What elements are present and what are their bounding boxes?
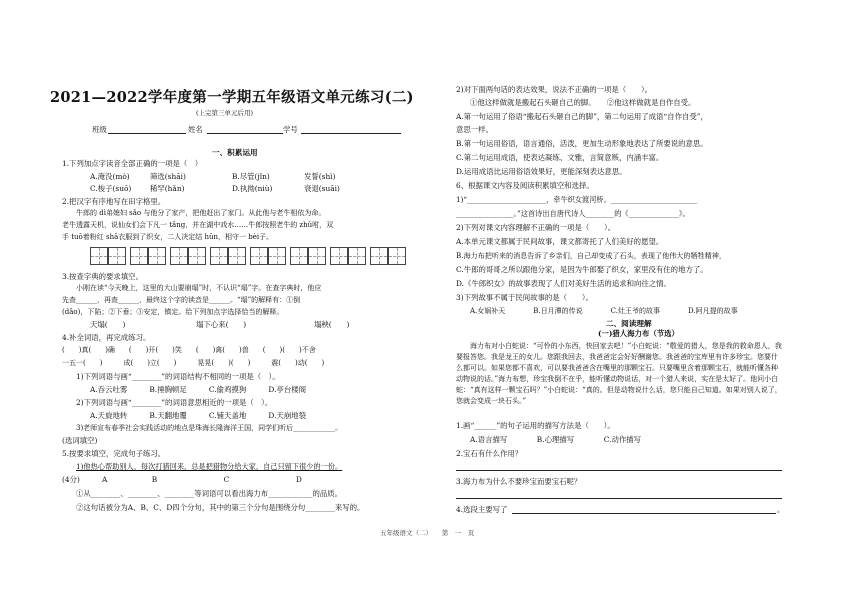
tianzige-box[interactable]: [330, 247, 348, 265]
id-label: 学号: [283, 125, 298, 134]
tianzige-box[interactable]: [388, 247, 406, 265]
q1-option-d2: 衰退(suāi): [304, 184, 340, 193]
q2-line-1: 牛郎的 dì弟媳妇 sǎo 与他分了家产，把他赶出了家门。从此他与老牛相依为命。: [76, 209, 326, 217]
tianzige-box[interactable]: [188, 247, 206, 265]
q6-poem-line-1[interactable]: 1)“______________________，牵牛织女渡河桥。________________________: [456, 195, 698, 204]
tianzige-box[interactable]: [90, 247, 108, 265]
q5-part-1: ①从________、________、________等词语可以看出海力布____________的品质。: [76, 489, 343, 498]
q1-option-a: A.淹没(mò): [90, 172, 130, 181]
q3-line-3: (dǎo)，下陷；②下垂；③安定，镇定。给下列加点字选择恰当的解释。: [62, 308, 284, 316]
page-subtitle: (上完第三单元后用): [196, 109, 254, 117]
page-title: 2021—2022学年度第一学期五年级语文单元练习(二): [50, 89, 414, 106]
tianzige-box[interactable]: [370, 247, 388, 265]
tianzige-box[interactable]: [348, 247, 366, 265]
rq3-stem: 3.海力布为什么不要珍宝而要宝石呢？: [456, 477, 582, 486]
q4-sub-1-options: A.吞云吐雾 B.捶胸顿足 C.偷鸡摸狗 D.亭台楼阁: [90, 385, 306, 394]
r-q2-sentences: ①他这样做就是搬起石头砸自己的脚。 ②他这样做就是自作自受。: [470, 98, 696, 107]
tianzige-box[interactable]: [148, 247, 166, 265]
tianzige-box[interactable]: [108, 247, 126, 265]
rq4-answer-line[interactable]: [512, 513, 776, 514]
q2-line-3: 手 tuō着粉红 shā衣服到了织女，二人决定结 hūn，相守一 bèi子。: [62, 233, 274, 241]
q5-stem: 5.按要求填空，完成句子练习。: [62, 449, 166, 458]
section-accumulation: 一、积累运用: [212, 148, 258, 157]
q4-sub-3-note: (选词填空): [62, 436, 98, 445]
q3-blank-c[interactable]: 塌秧( ): [314, 320, 350, 329]
q4-sub-2: 2)下列词语与画“________”的词语意思相近的一项是（ ）。: [76, 398, 273, 407]
r-q2-option-b: B.第一句运用俗语，语言通俗，活泼，更加生动形象地表达了所要说的意思。: [456, 139, 708, 148]
q1-option-c: C.梭子(suō): [90, 184, 132, 193]
q6-sub-3-options: A.女娲补天 B.日月潭的传说 C.灶王爷的故事 D.阿凡提的故事: [470, 307, 738, 315]
tianzige-box[interactable]: [308, 247, 326, 265]
q6-option-c: C.牛郎的哥哥之所以跟他分家，是因为牛郎娶了织女，家里没有住的地方了。: [456, 265, 708, 274]
q4-sub-1: 1)下列词语与画“________”的词语结构不相同的一项是（ ）。: [76, 372, 280, 381]
q3-stem: 3.按查字典的要求填空。: [62, 272, 143, 281]
section-reading: 二、阅读理解: [606, 319, 652, 328]
id-blank[interactable]: [301, 133, 401, 134]
q4-row-2[interactable]: 一五一( ) 成( )立( ) 晃晃( )( ) 震( )动( ): [62, 359, 325, 367]
q5-markers: (4分) A B C D: [62, 475, 302, 484]
reading-title: (一)猎人海力布（节选）: [598, 329, 679, 338]
r-q2-option-d: D.运用成语比运用俗语效果好，更能深刻表达意思。: [456, 167, 627, 176]
q6-option-d: D.《牛郎织女》的故事表现了人们对美好生活的追求和向往之情。: [456, 279, 671, 288]
rq1-stem: 1.画“______”的句子运用的描写方法是（ ）。: [456, 421, 615, 430]
rq4-stem: 4.选段主要写了: [456, 505, 508, 514]
q1-option-a2: 筛选(shāi): [150, 172, 186, 181]
page-footer: 五年级语文（二） 第 一 页: [380, 529, 475, 537]
q3-line-2: 先查______，再查______，最终这个字的读音是______。“塌”的解释有：①倒: [62, 296, 301, 304]
tianzige-box[interactable]: [130, 247, 148, 265]
rq1-options: A.语言描写 B.心理描写 C.动作描写: [470, 435, 642, 444]
q1-option-b2: 发誓(shì): [304, 172, 336, 181]
rq3-answer-line[interactable]: [456, 498, 782, 499]
q6-sub-2: 2)下列对课文内容理解不正确的一项是（ ）。: [456, 223, 616, 232]
tianzige-box[interactable]: [170, 247, 188, 265]
reading-passage: 海力布对小白蛇说：“可怜的小东西，快回家去吧！”小白蛇说：“敬爱的猎人，您是我的救命恩人，我要报答您。我是龙王的女儿。您跟我回去，我爸爸定会好好酬谢您。我爸爸的宝库里有许多珍宝。您要什么都可以。如果您都不喜欢，可以要我爸爸含在嘴里的那颗宝石。只要嘴里含着那颗宝石，就能听懂各种动物说的话。”海力布想，珍宝我倒不在乎，能听懂动物说话，对一个猎人来说，实在是太好了。他问小白蛇：“真有这样一颗宝石吗？”小白蛇说：“真的。但是动物说什么话，您只能自己知道。如果对别人说了，您就会变成一块石头。”: [456, 342, 782, 405]
q6-option-a: A.本单元课文都属于民间故事，课文都寄托了人们美好的愿望。: [456, 237, 664, 246]
r-q2-option-c: C.第二句运用成语，使表达凝练、文雅，言简意赅，内涵丰富。: [456, 153, 664, 162]
q6-stem: 6、根据课文内容及阅读积累填空和选择。: [456, 181, 594, 190]
q6-sub-3: 3)下列故事不属于民间故事的是（ ）。: [456, 293, 593, 302]
q2-line-2: 老牛透露天机，说仙女们会下凡一 tǎng，并在湖中戏水……牛郎按照老牛的 zhǔ咐，双: [62, 221, 334, 229]
class-label: 班级: [92, 125, 107, 134]
q6-poem-line-2[interactable]: ________________。”这首诗出自唐代诗人________的《______________》。: [456, 209, 690, 218]
name-label: 姓名: [188, 125, 203, 134]
tianzige-box[interactable]: [290, 247, 308, 265]
tianzige-box[interactable]: [268, 247, 286, 265]
name-blank[interactable]: [207, 133, 283, 134]
q2-stem: 2.把汉字有序地写在田字格里。: [62, 197, 166, 206]
r-q2-option-a: A.第一句运用了俗语“搬起石头砸自己的脚”，第二句运用了成语“自作自受”，: [456, 112, 708, 121]
q1-stem: 1.下列加点字读音全部正确的一项是（ ）: [62, 159, 203, 168]
tianzige-box[interactable]: [210, 247, 228, 265]
q1-option-d: D.执拗(niù): [232, 184, 273, 193]
q4-sub-3: 3)老师宣布春季社会实践活动的地点是珠海长隆海洋王国，同学们听后____________。: [76, 424, 343, 432]
tianzige-box[interactable]: [228, 247, 246, 265]
q3-blank-b[interactable]: 塌下心来( ): [196, 320, 247, 329]
r-q2-option-a-cont: 意思一样。: [456, 125, 493, 134]
q4-sub-2-options: A.天旋地转 B.天翻地覆 C.铺天盖地 D.天崩地裂: [90, 411, 306, 420]
q4-row-1[interactable]: ( )真( )确 ( )开( )笑 ( )禽( )兽 ( )( )不舍: [62, 346, 316, 354]
q4-stem: 4.补全词语，再完成练习。: [62, 333, 151, 342]
rq2-answer-line[interactable]: [456, 470, 782, 471]
class-blank[interactable]: [108, 133, 186, 134]
q3-line-1: 小刚在读“今天晚上，这里的大山要崩塌”时，不认识“塌”字。在查字典时，他应: [76, 284, 322, 292]
q3-blank-a[interactable]: 天塌( ): [90, 320, 126, 329]
q6-option-b: B.海力布把听来的消息告诉了乡亲们，自己却变成了石头，表现了他伟大的牺牲精神，: [456, 251, 726, 260]
rq2-stem: 2.宝石有什么作用？: [456, 449, 523, 458]
rq4-period: 。: [777, 505, 785, 514]
q5-sentence: 1)他热心帮助别人，每次打猎回来，总是把猎物分给大家，自己只留下很少的一份。: [76, 462, 343, 471]
r-q2-stem: 2)对下面两句话的表达效果，说法不正确的一项是（ ）。: [456, 85, 653, 94]
q5-part-2: ②这句话被分为A、B、C、D四个分句，其中的第三个分句是围绕分句________来写的。: [76, 503, 365, 512]
q1-option-c2: 稀罕(hǎn): [150, 184, 185, 193]
tianzige-box[interactable]: [250, 247, 268, 265]
q1-option-b: B.尽管(jǐn): [232, 172, 270, 181]
